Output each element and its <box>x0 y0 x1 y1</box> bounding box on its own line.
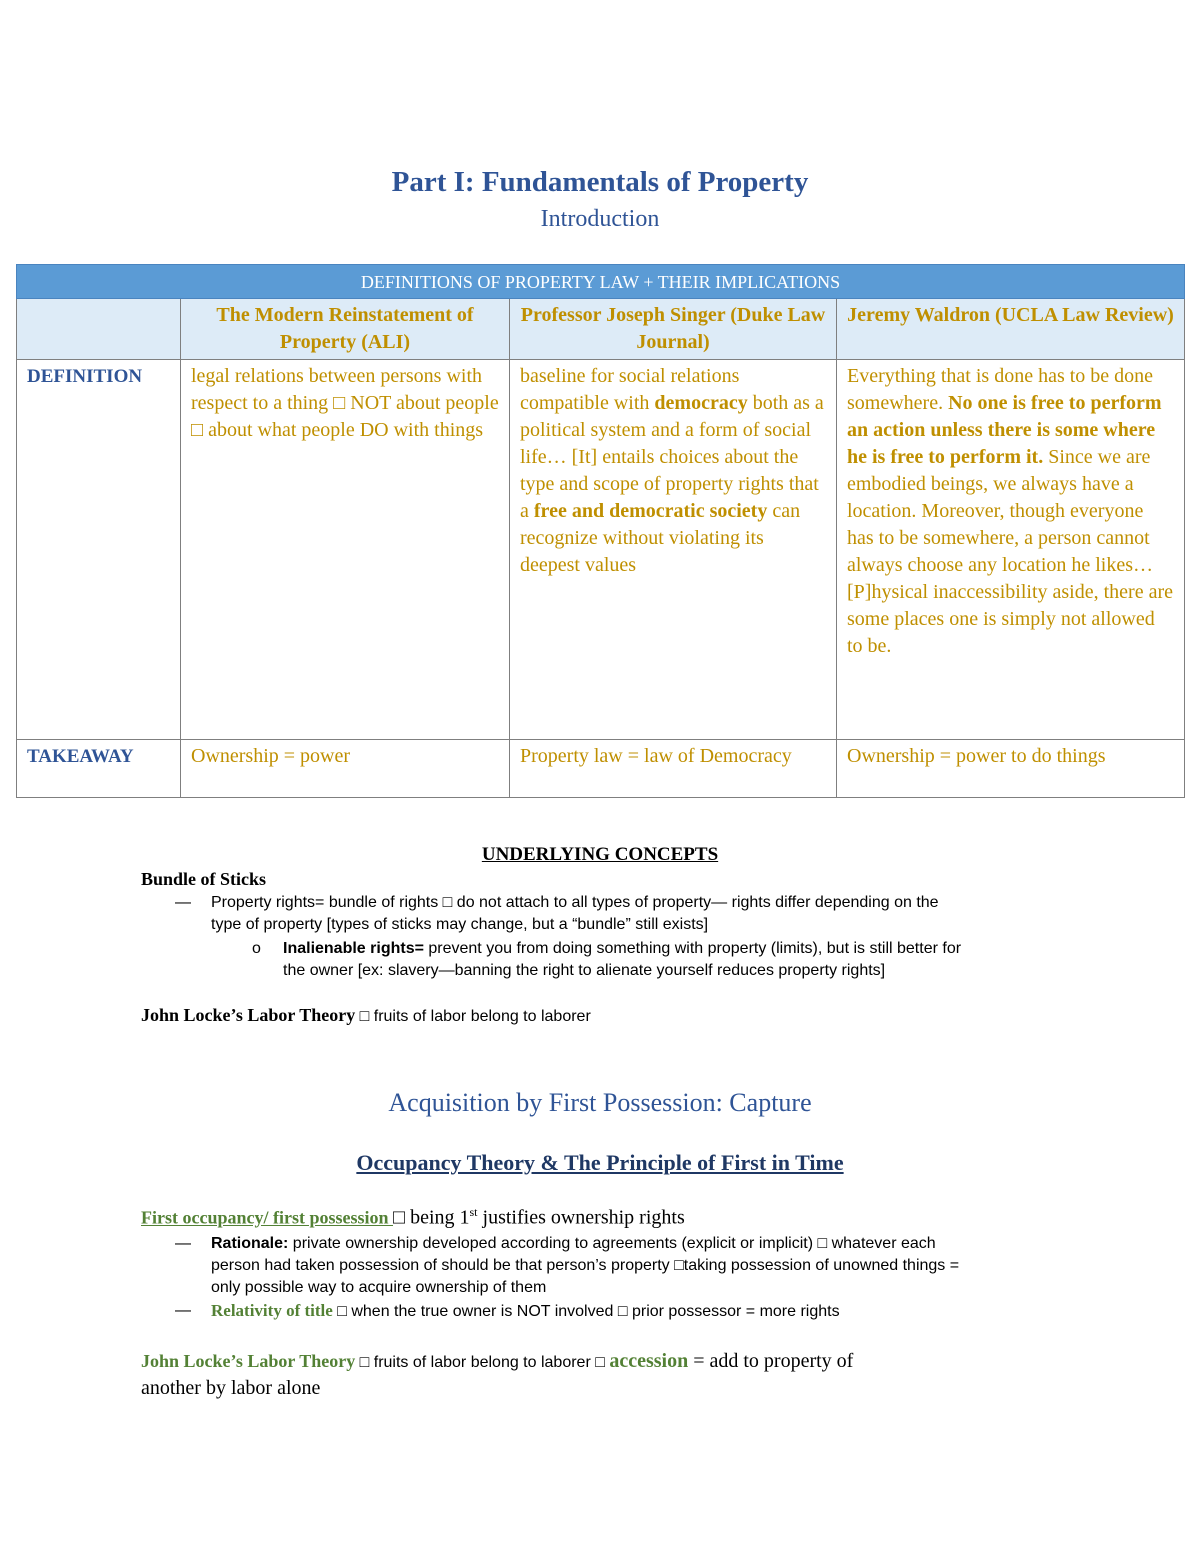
underlying-concepts-heading: UNDERLYING CONCEPTS <box>481 844 719 865</box>
locke-label: John Locke’s Labor Theory <box>141 1005 356 1025</box>
text: can recognize without violating its deepest values <box>520 500 801 576</box>
sub-bullet-marker: o <box>252 940 261 957</box>
bundle-bullet-line-2: type of property [types of sticks may change, but a “bundle” still exists] <box>211 916 709 933</box>
definition-singer <box>510 360 837 740</box>
text: □ being 1 <box>393 1206 470 1229</box>
takeaway-singer: Property law = law of Democracy <box>510 740 837 798</box>
text: prevent you from doing something with property (limits), but is still better for <box>423 940 962 957</box>
bundle-bullet-line-1: Property rights= bundle of rights □ do not attach to all types of property— rights differ depending on the <box>211 894 939 911</box>
table-row <box>17 740 1185 798</box>
page-title: Part I: Fundamentals of Property <box>391 166 809 198</box>
text: justifies ownership rights <box>477 1206 685 1229</box>
text: □ fruits of labor belong to laborer □ <box>355 1354 610 1371</box>
text: both as a political system and a form of social life… [It] entails choices about the type and scope of property rights that a <box>520 392 824 522</box>
rationale-line-2: person had taken possession of should be that person’s property □taking possession of unowned things = <box>211 1257 960 1274</box>
column-header-row <box>17 299 1185 360</box>
row-label-takeaway: TAKEAWAY <box>17 740 181 798</box>
bundle-title: Bundle of Sticks <box>141 869 267 889</box>
definition-ali-line-1: legal relations between persons with respect to a thing □ NOT about people <box>191 365 499 414</box>
text: Everything that is done has to be done somewhere. <box>847 365 1154 414</box>
text: □ when the true owner is NOT involved □ prior possessor = more rights <box>332 1303 840 1320</box>
inalienable-line-1 <box>283 938 961 960</box>
definition-waldron <box>837 360 1185 740</box>
takeaway-ali: Ownership = power <box>181 740 510 798</box>
rationale-line-3: only possible way to acquire ownership of them <box>211 1279 547 1296</box>
column-header-waldron: Jeremy Waldron (UCLA Law Review) <box>837 299 1185 360</box>
first-occupancy-line <box>141 1205 685 1230</box>
column-header-singer: Professor Joseph Singer (Duke Law Journal) <box>510 299 837 360</box>
first-occupancy-term: First occupancy/ first possession <box>141 1207 393 1228</box>
inalienable-line-2: the owner [ex: slavery—banning the right to alienate yourself reduces property rights] <box>283 962 886 979</box>
acquisition-heading: Acquisition by First Possession: Capture <box>388 1088 812 1117</box>
relativity-label: Relativity of title <box>211 1301 333 1320</box>
table-header: DEFINITIONS OF PROPERTY LAW + THEIR IMPLICATIONS <box>17 265 1185 299</box>
emphasis: democracy <box>654 392 748 414</box>
definition-ali-line-2: □ about what people DO with things <box>191 419 484 441</box>
rationale-line-1 <box>211 1233 936 1255</box>
emphasis: No one is free to perform an action unless there is some where he is free to perform it. <box>847 392 1162 468</box>
text: = add to property of <box>688 1350 854 1372</box>
column-header-ali: The Modern Reinstatement of Property (ALI) <box>181 299 510 360</box>
locke-accession-line-2: another by labor alone <box>141 1377 321 1399</box>
definition-ali <box>181 360 510 740</box>
superscript: st <box>469 1205 478 1219</box>
row-label-definition: DEFINITION <box>17 360 181 740</box>
corner-cell <box>17 299 181 360</box>
text: Since we are embodied beings, we always have a location. Moreover, though everyone has to be somewhere, a person cannot always choose any location he likes…[P]hysical inaccessibility aside, there are some places one is simply not allowed to be. <box>847 446 1173 657</box>
definitions-table <box>16 264 1185 798</box>
page-subtitle: Introduction <box>540 206 660 232</box>
text: private ownership developed according to agreements (explicit or implicit) □ whatever each <box>288 1235 936 1252</box>
takeaway-waldron: Ownership = power to do things <box>837 740 1185 798</box>
accession-term: accession <box>609 1350 689 1372</box>
emphasis: free and democratic society <box>533 500 768 522</box>
relativity-line <box>211 1300 840 1323</box>
table-row <box>17 360 1185 740</box>
locke-accession-line <box>141 1350 853 1374</box>
occupancy-heading: Occupancy Theory & The Principle of First in Time <box>356 1150 844 1175</box>
dash-bullet: — <box>175 1302 191 1319</box>
locke-label: John Locke’s Labor Theory <box>141 1351 356 1371</box>
text: □ fruits of labor belong to laborer <box>355 1008 591 1025</box>
locke-theory-line <box>141 1005 591 1028</box>
inalienable-label: Inalienable rights= <box>283 940 424 957</box>
text: baseline for social relations compatible with <box>520 365 740 414</box>
dash-bullet: — <box>175 1235 191 1252</box>
dash-bullet: — <box>175 894 191 911</box>
rationale-label: Rationale: <box>211 1235 289 1252</box>
table-header-row <box>17 265 1185 299</box>
